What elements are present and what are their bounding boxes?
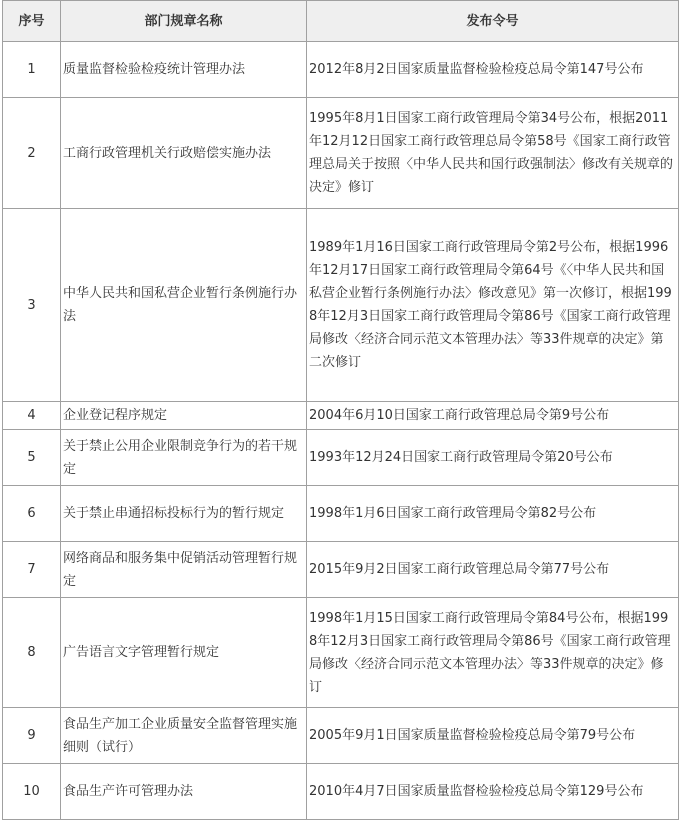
header-order: 发布令号 xyxy=(307,1,679,42)
row-no: 4 xyxy=(3,402,61,430)
row-order: 2010年4月7日国家质量监督检验检疫总局令第129号公布 xyxy=(307,764,679,820)
row-no: 8 xyxy=(3,598,61,708)
row-order: 1998年1月15日国家工商行政管理局令第84号公布，根据1998年12月3日国家工商行政管理局令第86号《国家工商行政管理局修改〈经济合同示范文本管理办法〉等33件规章的决定》修订 xyxy=(307,598,679,708)
row-name: 关于禁止公用企业限制竞争行为的若干规定 xyxy=(61,430,307,486)
table-row xyxy=(3,402,679,430)
table-row xyxy=(3,486,679,542)
table-row xyxy=(3,764,679,820)
row-name: 工商行政管理机关行政赔偿实施办法 xyxy=(61,98,307,209)
row-order: 1995年8月1日国家工商行政管理局令第34号公布，根据2011年12月12日国家工商行政管理总局令第58号《国家工商行政管理总局关于按照〈中华人民共和国行政强制法〉修改有关规章的决定》修订 xyxy=(307,98,679,209)
row-no: 5 xyxy=(3,430,61,486)
row-order: 2015年9月2日国家工商行政管理总局令第77号公布 xyxy=(307,542,679,598)
table-row xyxy=(3,42,679,98)
regulations-table xyxy=(2,0,679,820)
table-row xyxy=(3,209,679,402)
row-no: 7 xyxy=(3,542,61,598)
row-name: 网络商品和服务集中促销活动管理暂行规定 xyxy=(61,542,307,598)
row-no: 1 xyxy=(3,42,61,98)
table-row xyxy=(3,598,679,708)
header-no: 序号 xyxy=(3,1,61,42)
row-name: 关于禁止串通招标投标行为的暂行规定 xyxy=(61,486,307,542)
row-no: 10 xyxy=(3,764,61,820)
table-row xyxy=(3,430,679,486)
row-order: 1998年1月6日国家工商行政管理局令第82号公布 xyxy=(307,486,679,542)
table-row xyxy=(3,542,679,598)
header-name: 部门规章名称 xyxy=(61,1,307,42)
row-order: 2012年8月2日国家质量监督检验检疫总局令第147号公布 xyxy=(307,42,679,98)
row-order: 2004年6月10日国家工商行政管理总局令第9号公布 xyxy=(307,402,679,430)
row-name: 食品生产加工企业质量安全监督管理实施细则（试行） xyxy=(61,708,307,764)
row-order: 1993年12月24日国家工商行政管理局令第20号公布 xyxy=(307,430,679,486)
row-no: 6 xyxy=(3,486,61,542)
row-name: 质量监督检验检疫统计管理办法 xyxy=(61,42,307,98)
row-no: 9 xyxy=(3,708,61,764)
table-row xyxy=(3,98,679,209)
row-name: 中华人民共和国私营企业暂行条例施行办法 xyxy=(61,209,307,402)
row-order: 1989年1月16日国家工商行政管理局令第2号公布，根据1996年12月17日国家工商行政管理局令第64号《〈中华人民共和国私营企业暂行条例施行办法〉修改意见》第一次修订，根据1998年12月3日国家工商行政管理局令第86号《国家工商行政管理局修改〈经济合同示范文本管理办法〉等33件规章的决定》第二次修订 xyxy=(307,209,679,402)
row-name: 广告语言文字管理暂行规定 xyxy=(61,598,307,708)
row-no: 3 xyxy=(3,209,61,402)
table-body xyxy=(3,42,679,820)
row-name: 企业登记程序规定 xyxy=(61,402,307,430)
row-order: 2005年9月1日国家质量监督检验检疫总局令第79号公布 xyxy=(307,708,679,764)
header-row xyxy=(3,1,679,42)
table-header xyxy=(3,1,679,42)
table-row xyxy=(3,708,679,764)
row-name: 食品生产许可管理办法 xyxy=(61,764,307,820)
row-no: 2 xyxy=(3,98,61,209)
